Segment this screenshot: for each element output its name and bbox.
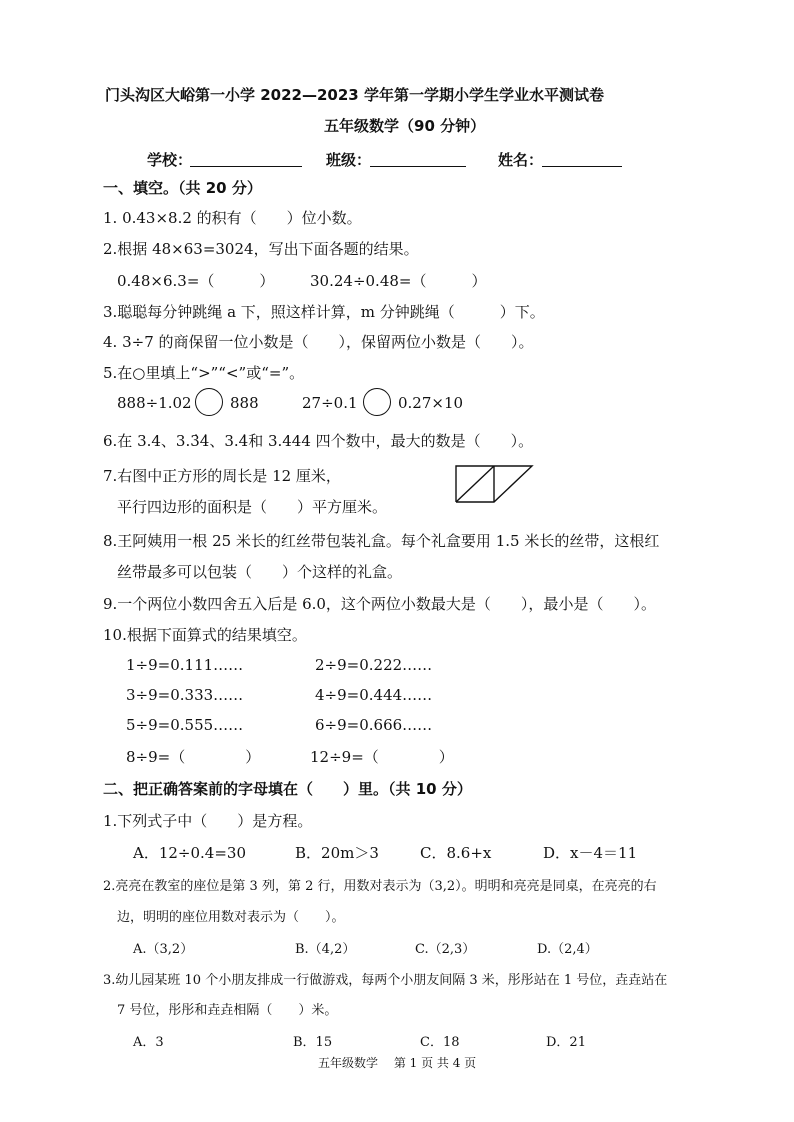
q2-1-option-a[interactable]: A．12÷0.4=30 <box>133 844 246 862</box>
q2-1-option-c[interactable]: C．8.6+x <box>420 844 492 862</box>
q2-3-option-d[interactable]: D．21 <box>546 1035 586 1050</box>
name-field[interactable] <box>542 149 622 167</box>
section2-heading: 二、把正确答案前的字母填在（ ）里。（共 10 分） <box>103 780 472 798</box>
question-2-3b: 7 号位，彤彤和垚垚相隔（ ）米。 <box>117 1003 338 1018</box>
division-row-2-left: 3÷9=0.333…… <box>126 686 244 704</box>
compare-a-right: 888 <box>230 394 259 412</box>
question-1-3: 3.聪聪每分钟跳绳 a 下，照这样计算，m 分钟跳绳（ ）下。 <box>103 303 545 321</box>
question-1-8a: 8.王阿姨用一根 25 米长的红丝带包装礼盒。每个礼盒要用 1.5 米长的丝带，这根红 <box>103 532 660 550</box>
question-2-1: 1.下列式子中（ ）是方程。 <box>103 812 313 830</box>
q2-2-option-a[interactable]: A.（3,2） <box>133 942 194 957</box>
question-1-2a: 0.48×6.3=（ ） <box>117 272 275 290</box>
q2-1-option-b[interactable]: B．20m＞3 <box>295 844 379 862</box>
division-row-1-right: 2÷9=0.222…… <box>315 656 433 674</box>
question-1-6: 6.在 3.4、3.3̇4̇、3.4̇和 3.444 四个数中，最大的数是（ ）。 <box>103 432 534 450</box>
q2-3-option-c[interactable]: C．18 <box>420 1035 460 1050</box>
question-1-10: 10.根据下面算式的结果填空。 <box>103 626 307 644</box>
division-row-2-right: 4÷9=0.444…… <box>315 686 433 704</box>
question-1-1: 1. 0.43×8.2 的积有（ ）位小数。 <box>103 209 362 227</box>
q2-2-option-b[interactable]: B.（4,2） <box>295 942 356 957</box>
exam-subtitle: 五年级数学（90 分钟） <box>324 117 486 135</box>
question-1-7b: 平行四边形的面积是（ ）平方厘米。 <box>117 498 388 516</box>
exam-title: 门头沟区大峪第一小学 2022—2023 学年第一学期小学生学业水平测试卷 <box>105 86 604 104</box>
division-row-4-left: 8÷9=（ ） <box>126 748 261 766</box>
q2-1-option-d[interactable]: D．x－4＝11 <box>543 844 638 862</box>
question-1-2b: 30.24÷0.48=（ ） <box>310 272 487 290</box>
q2-2-option-d[interactable]: D.（2,4） <box>537 942 598 957</box>
page-footer: 五年级数学 第 1 页 共 4 页 <box>318 1056 477 1070</box>
question-2-3a: 3.幼儿园某班 10 个小朋友排成一行做游戏，每两个小朋友间隔 3 米，彤彤站在 1 号位，垚垚站在 <box>103 973 668 988</box>
class-field[interactable] <box>370 149 466 167</box>
compare-b-left: 27÷0.1 <box>302 394 358 412</box>
compare-a-left: 888÷1.02 <box>117 394 192 412</box>
q2-3-option-a[interactable]: A．3 <box>133 1035 164 1050</box>
question-1-2: 2.根据 48×63=3024，写出下面各题的结果。 <box>103 240 419 258</box>
question-2-2b: 边，明明的座位用数对表示为（ ）。 <box>117 910 345 925</box>
division-row-4-right: 12÷9=（ ） <box>310 748 454 766</box>
compare-b-right: 0.27×10 <box>398 394 464 412</box>
name-label: 姓名： <box>498 151 544 169</box>
q2-3-option-b[interactable]: B．15 <box>293 1035 333 1050</box>
class-label: 班级： <box>326 151 372 169</box>
q2-2-option-c[interactable]: C.（2,3） <box>415 942 476 957</box>
question-1-5: 5.在○里填上“>”“<”或“=”。 <box>103 364 305 382</box>
question-1-4: 4. 3÷7 的商保留一位小数是（ ），保留两位小数是（ ）。 <box>103 333 534 351</box>
section1-heading: 一、填空。（共 20 分） <box>103 179 262 197</box>
question-2-2a: 2.亮亮在教室的座位是第 3 列，第 2 行，用数对表示为（3,2）。明明和亮亮是同桌，在亮亮的右 <box>103 879 657 894</box>
division-row-3-left: 5÷9=0.555…… <box>126 716 244 734</box>
school-field[interactable] <box>190 149 302 167</box>
school-label: 学校： <box>147 151 193 169</box>
compare-circle-a[interactable] <box>195 388 223 416</box>
compare-circle-b[interactable] <box>363 388 391 416</box>
division-row-1-left: 1÷9=0.111…… <box>126 656 244 674</box>
question-1-8b: 丝带最多可以包装（ ）个这样的礼盒。 <box>117 563 403 581</box>
division-row-3-right: 6÷9=0.666…… <box>315 716 433 734</box>
question-1-7a: 7.右图中正方形的周长是 12 厘米， <box>103 467 341 485</box>
question-1-9: 9.一个两位小数四舍五入后是 6.0，这个两位小数最大是（ ），最小是（ ）。 <box>103 595 656 613</box>
square-parallelogram-figure <box>452 462 538 506</box>
